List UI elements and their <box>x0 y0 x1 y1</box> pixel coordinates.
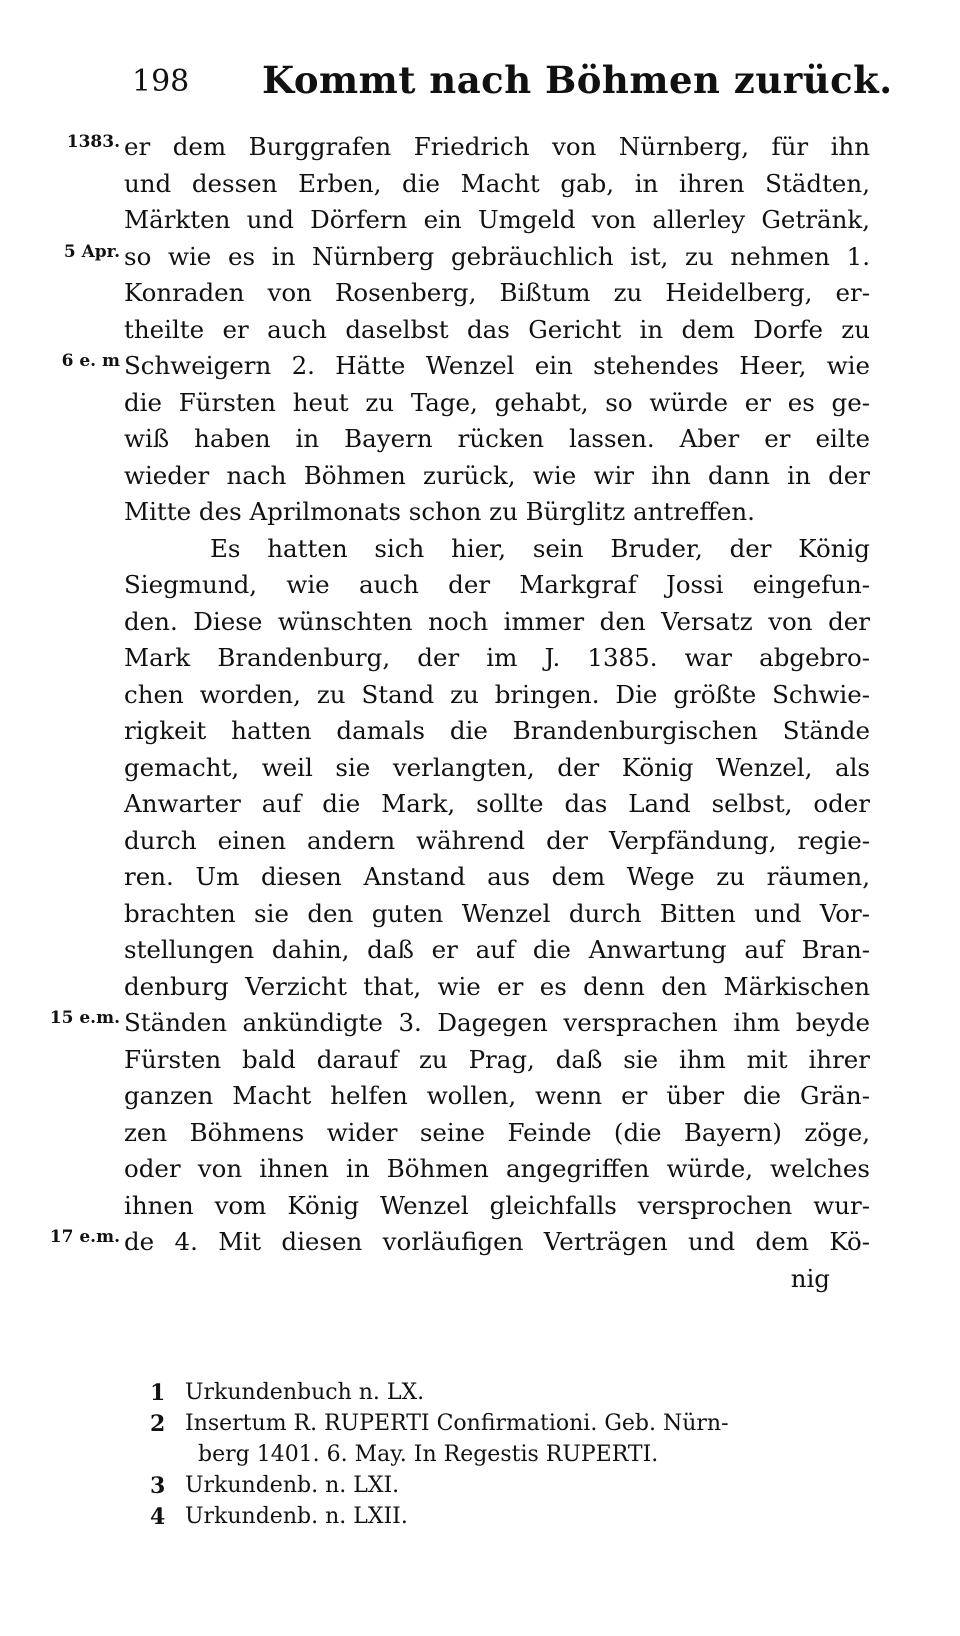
line-text: Konraden von Rosenberg, Bißtum zu Heidelberg, er- <box>124 278 870 307</box>
text-line <box>0 493 960 531</box>
text-line <box>0 274 960 312</box>
text-line <box>0 858 960 896</box>
footnote <box>0 1504 960 1534</box>
line-text: brachten sie den guten Wenzel durch Bitten und Vor- <box>124 898 870 928</box>
line-text: denburg Verzicht that, wie er es denn den Märkischen <box>124 971 870 1001</box>
line-text: nig <box>790 1263 830 1293</box>
margin-note: 5 Apr. <box>63 241 120 262</box>
footnote-number: 2 <box>150 1411 166 1437</box>
text-line <box>0 347 960 385</box>
text-line <box>0 530 960 568</box>
footnote-number: 4 <box>150 1504 166 1530</box>
footnote-number: 3 <box>150 1473 166 1499</box>
footnote-number: 1 <box>150 1380 166 1406</box>
line-text: er dem Burggrafen Friedrich von Nürnberg, für ihn <box>124 132 870 161</box>
line-text: und dessen Erben, die Macht gab, in ihren Städten, <box>124 168 870 198</box>
margin-note: 1383. <box>66 132 120 152</box>
line-text: wieder nach Böhmen zurück, wie wir ihn dann in der <box>124 460 870 490</box>
text-line <box>0 968 960 1006</box>
text-line <box>0 822 960 860</box>
footnote-text: Urkundenb. n. LXI. <box>185 1473 400 1498</box>
text-line <box>0 712 960 750</box>
text-line <box>0 676 960 714</box>
line-text: ren. Um diesen Anstand aus dem Wege zu räumen, <box>124 862 870 891</box>
line-text: theilte er auch daselbst das Gericht in dem Dorfe zu <box>124 314 870 344</box>
line-text: Es hatten sich hier, sein Bruder, der König <box>210 533 870 563</box>
text-line <box>0 457 960 495</box>
footnote-text: Insertum R. RUPERTI Confirmationi. Geb. Nürn- <box>185 1411 729 1436</box>
text-line <box>0 1041 960 1079</box>
text-line <box>0 895 960 933</box>
text-line <box>0 165 960 203</box>
text-line <box>0 1260 960 1298</box>
line-text: Ständen ankündigte 3. Dagegen versprachen ihm beyde <box>124 1008 870 1037</box>
line-text: Mitte des Aprilmonats schon zu Bürglitz antreffen. <box>124 497 755 526</box>
margin-note: 15 e.m. <box>49 1008 120 1028</box>
text-line <box>0 201 960 239</box>
line-text: durch einen andern während der Verpfändung, regie- <box>124 825 870 855</box>
text-line <box>0 1187 960 1225</box>
text-line <box>0 749 960 787</box>
text-line <box>0 1114 960 1152</box>
line-text: oder von ihnen in Böhmen angegriffen würde, welches <box>124 1154 870 1183</box>
text-line <box>0 566 960 604</box>
text-line <box>0 931 960 969</box>
text-line <box>0 639 960 677</box>
footnote <box>0 1442 960 1472</box>
line-text: stellungen dahin, daß er auf die Anwartung auf Bran- <box>124 935 870 964</box>
line-text: Fürsten bald darauf zu Prag, daß sie ihm mit ihrer <box>124 1044 870 1074</box>
text-line <box>0 384 960 422</box>
line-text: den. Diese wünschten noch immer den Versatz von der <box>124 606 870 636</box>
footnote-text: berg 1401. 6. May. In Regestis RUPERTI. <box>198 1442 659 1467</box>
text-line <box>0 1150 960 1188</box>
text-line <box>0 311 960 349</box>
line-text: de 4. Mit diesen vorläufigen Verträgen und dem Kö- <box>124 1227 870 1256</box>
text-line <box>0 1223 960 1261</box>
text-line <box>0 420 960 458</box>
line-text: Anwarter auf die Mark, sollte das Land selbst, oder <box>124 789 870 818</box>
text-line <box>0 1077 960 1115</box>
line-text: Märkten und Dörfern ein Umgeld von allerley Getränk, <box>124 205 870 234</box>
line-text: so wie es in Nürnberg gebräuchlich ist, zu nehmen 1. <box>124 241 870 271</box>
line-text: chen worden, zu Stand zu bringen. Die größte Schwie- <box>124 679 870 709</box>
margin-note: 17 e.m. <box>49 1227 120 1247</box>
line-text: gemacht, weil sie verlangten, der König Wenzel, als <box>124 752 870 782</box>
line-text: ganzen Macht helfen wollen, wenn er über die Grän- <box>124 1081 870 1110</box>
footnote <box>0 1380 960 1410</box>
running-title: Kommt nach Böhmen zurück. <box>262 58 893 102</box>
line-text: wiß haben in Bayern rücken lassen. Aber er eilte <box>124 424 870 453</box>
line-text: rigkeit hatten damals die Brandenburgischen Stände <box>124 716 870 745</box>
text-line <box>0 128 960 166</box>
footnote-text: Urkundenbuch n. LX. <box>185 1380 425 1405</box>
line-text: Schweigern 2. Hätte Wenzel ein stehendes Heer, wie <box>124 351 870 380</box>
margin-note: 6 e. m <box>61 351 120 371</box>
line-text: ihnen vom König Wenzel gleichfalls versprochen wur- <box>124 1190 870 1220</box>
text-line <box>0 1004 960 1042</box>
line-text: Mark Brandenburg, der im J. 1385. war abgebro- <box>124 643 870 672</box>
text-line <box>0 603 960 641</box>
text-line <box>0 238 960 276</box>
line-text: zen Böhmens wider seine Feinde (die Bayern) zöge, <box>124 1117 870 1147</box>
line-text: die Fürsten heut zu Tage, gehabt, so würde er es ge- <box>124 387 870 417</box>
footnote <box>0 1411 960 1441</box>
line-text: Siegmund, wie auch der Markgraf Jossi eingefun- <box>124 570 870 599</box>
page-number: 198 <box>132 64 190 99</box>
footnote-text: Urkundenb. n. LXII. <box>185 1504 408 1529</box>
text-line <box>0 785 960 823</box>
footnote <box>0 1473 960 1503</box>
page-header <box>0 58 960 108</box>
